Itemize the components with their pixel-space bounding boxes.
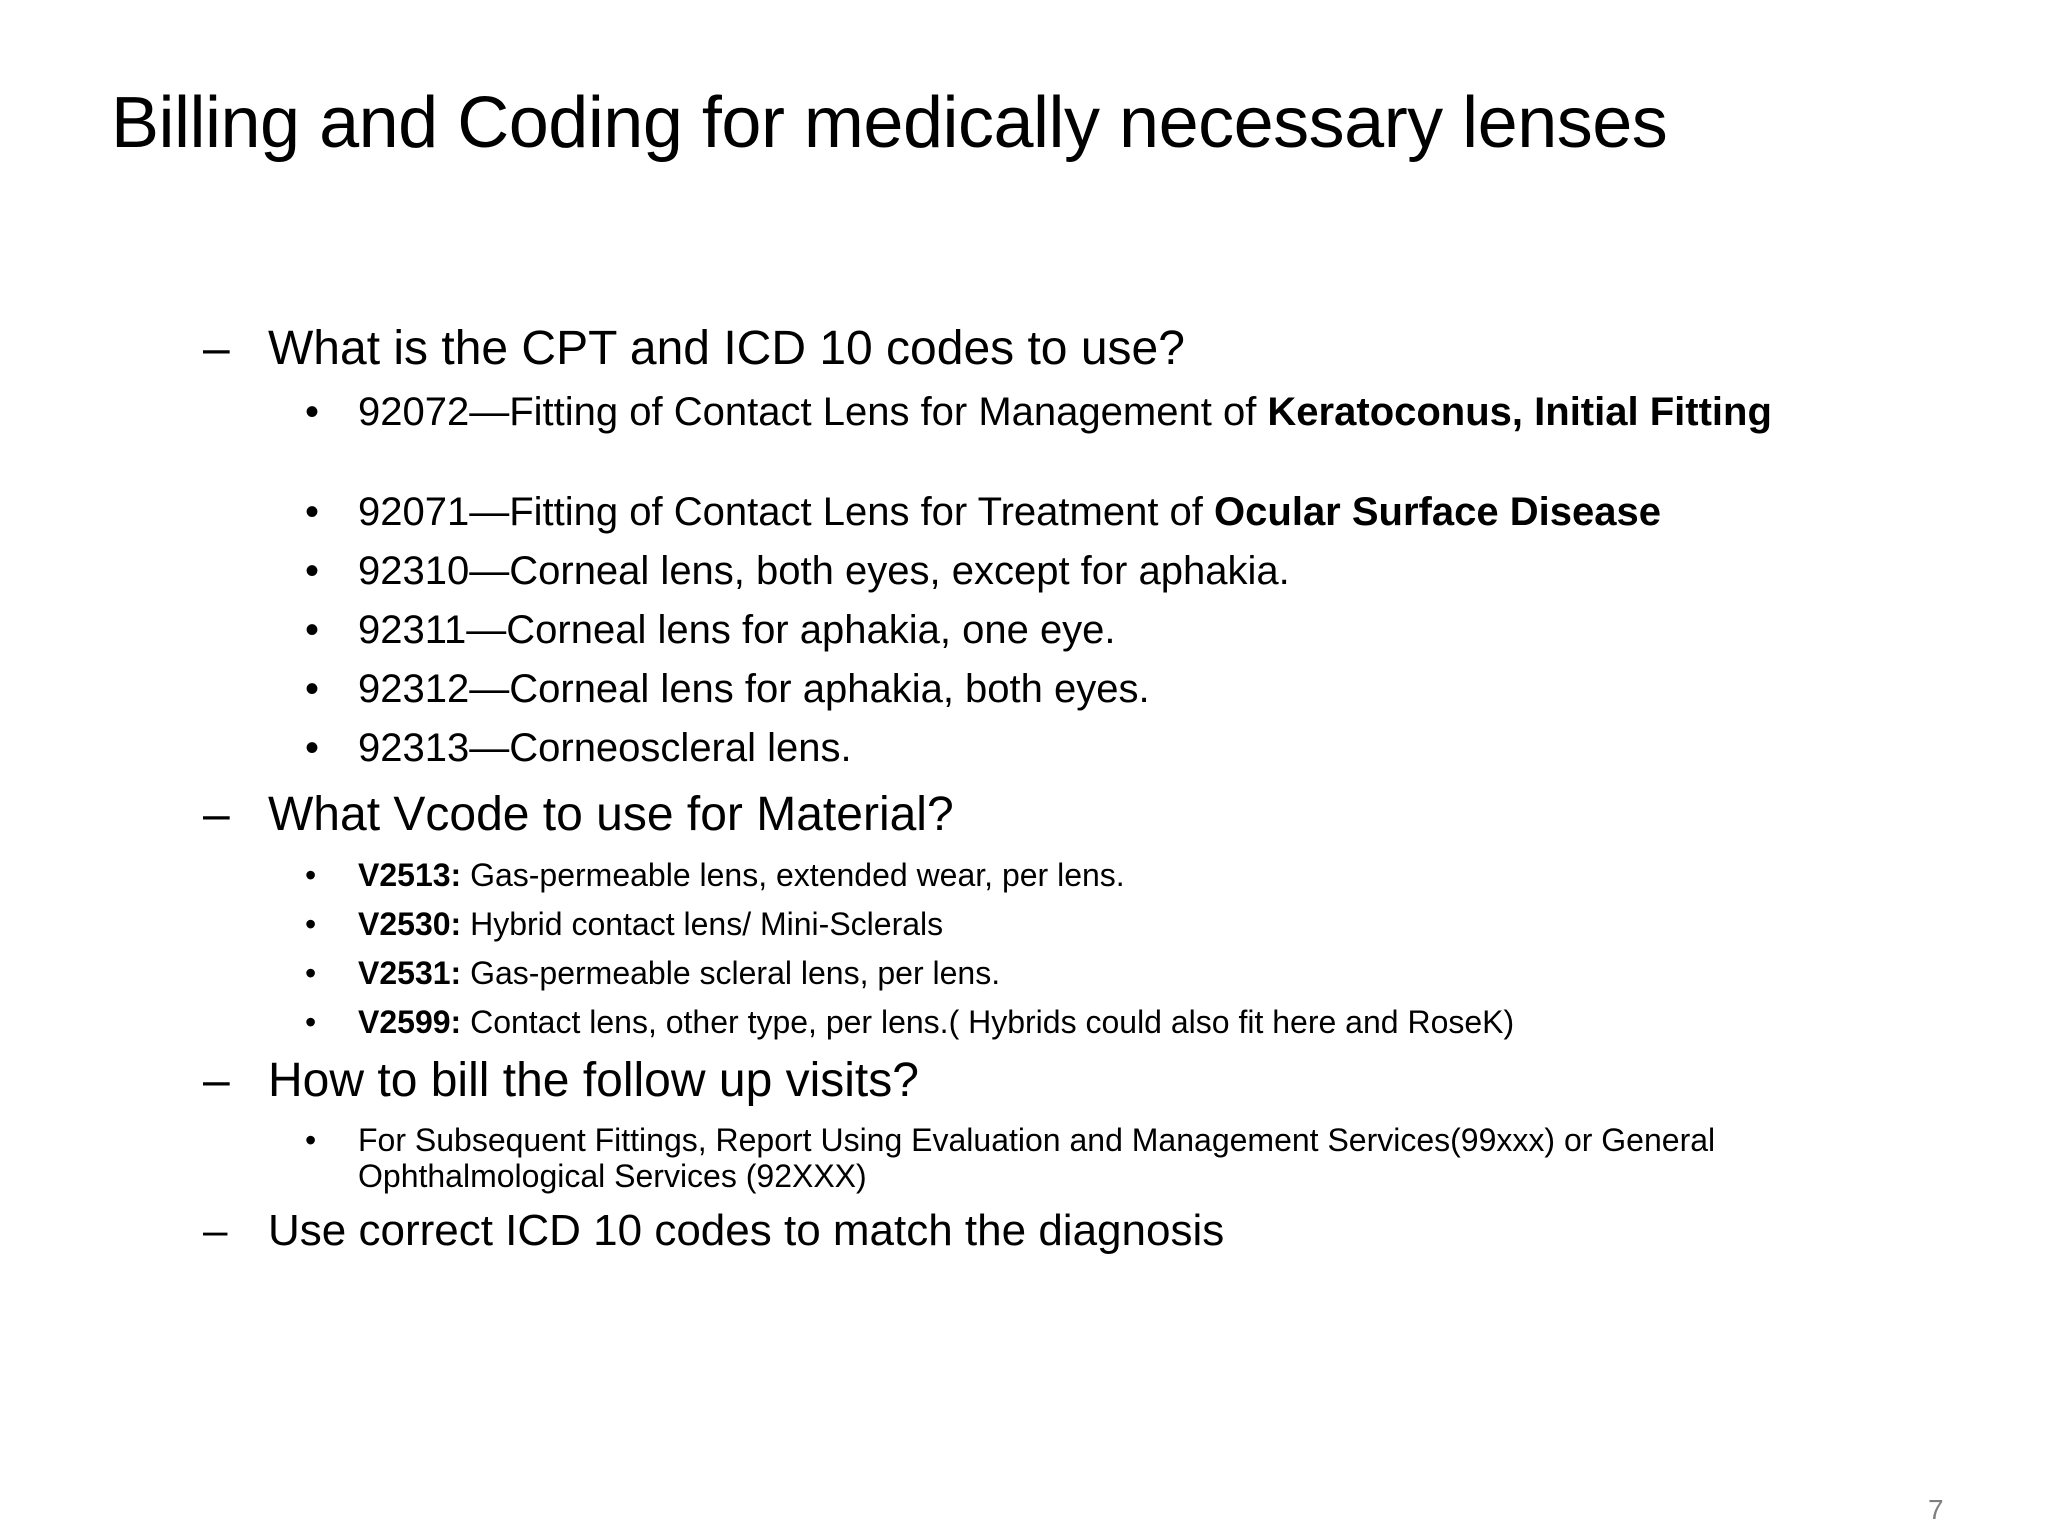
dot-bullet-icon: • — [305, 390, 320, 434]
cpt-code: 92071 — [358, 490, 470, 534]
list-item-text — [358, 490, 1918, 535]
code-description: Hybrid contact lens/ Mini-Sclerals — [461, 906, 944, 942]
dot-bullet-icon: • — [305, 667, 320, 711]
dot-bullet-icon: • — [305, 490, 320, 534]
cpt-code: 92311 — [358, 608, 467, 652]
code-description: Gas-permeable lens, extended wear, per lens. — [461, 857, 1125, 893]
list-item-text — [358, 608, 1918, 653]
dash-bullet-icon: – — [203, 1054, 230, 1107]
vcode: V2513: — [358, 857, 462, 893]
dot-bullet-icon: • — [305, 608, 320, 652]
dot-bullet-icon: • — [305, 1122, 317, 1158]
code-description: Contact lens, other type, per lens.( Hybrids could also fit here and RoseK) — [461, 1004, 1515, 1040]
cpt-code: 92310 — [358, 549, 470, 593]
list-item-text — [358, 955, 1918, 991]
cpt-code: 92313 — [358, 726, 470, 770]
code-description: —Corneal lens, both eyes, except for aphakia. — [469, 549, 1290, 593]
list-item-text — [358, 726, 1918, 771]
list-item-text: For Subsequent Fittings, Report Using Evaluation and Management Services(99xxx) or General Ophthalmological Services (92XXX) — [358, 1122, 1716, 1194]
code-description: —Corneoscleral lens. — [469, 726, 852, 770]
code-emphasis: Keratoconus, Initial Fitting — [1267, 390, 1772, 434]
section-heading-text: What Vcode to use for Material? — [268, 788, 954, 841]
list-item-text — [358, 857, 1918, 893]
code-description: —Corneal lens for aphakia, both eyes. — [469, 667, 1150, 711]
vcode: V2531: — [358, 955, 462, 991]
list-item-text — [358, 549, 1918, 594]
dash-bullet-icon: – — [203, 788, 230, 841]
dash-bullet-icon: – — [203, 322, 230, 375]
vcode: V2599: — [358, 1004, 462, 1040]
list-item-text — [358, 906, 1918, 942]
code-description: Gas-permeable scleral lens, per lens. — [461, 955, 1001, 991]
section-heading-text: How to bill the follow up visits? — [268, 1054, 919, 1107]
dot-bullet-icon: • — [305, 1004, 317, 1040]
vcode: V2530: — [358, 906, 462, 942]
page-number: 7 — [1928, 1494, 1944, 1525]
slide-title: Billing and Coding for medically necessary lenses — [111, 83, 1668, 163]
dash-bullet-icon: – — [203, 1206, 228, 1255]
code-emphasis: Ocular Surface Disease — [1214, 490, 1661, 534]
dot-bullet-icon: • — [305, 906, 317, 942]
list-item-text — [358, 390, 1838, 435]
code-description: —Fitting of Contact Lens for Management of — [469, 390, 1268, 434]
list-item-text — [358, 1004, 1918, 1040]
cpt-code: 92312 — [358, 667, 470, 711]
code-description: —Fitting of Contact Lens for Treatment of — [469, 490, 1215, 534]
dot-bullet-icon: • — [305, 726, 320, 770]
code-description: —Corneal lens for aphakia, one eye. — [466, 608, 1116, 652]
section-heading-text: Use correct ICD 10 codes to match the diagnosis — [268, 1206, 1225, 1255]
section-heading-text: What is the CPT and ICD 10 codes to use? — [268, 322, 1185, 375]
dot-bullet-icon: • — [305, 857, 317, 893]
dot-bullet-icon: • — [305, 955, 317, 991]
list-item-text — [358, 667, 1918, 712]
dot-bullet-icon: • — [305, 549, 320, 593]
cpt-code: 92072 — [358, 390, 470, 434]
